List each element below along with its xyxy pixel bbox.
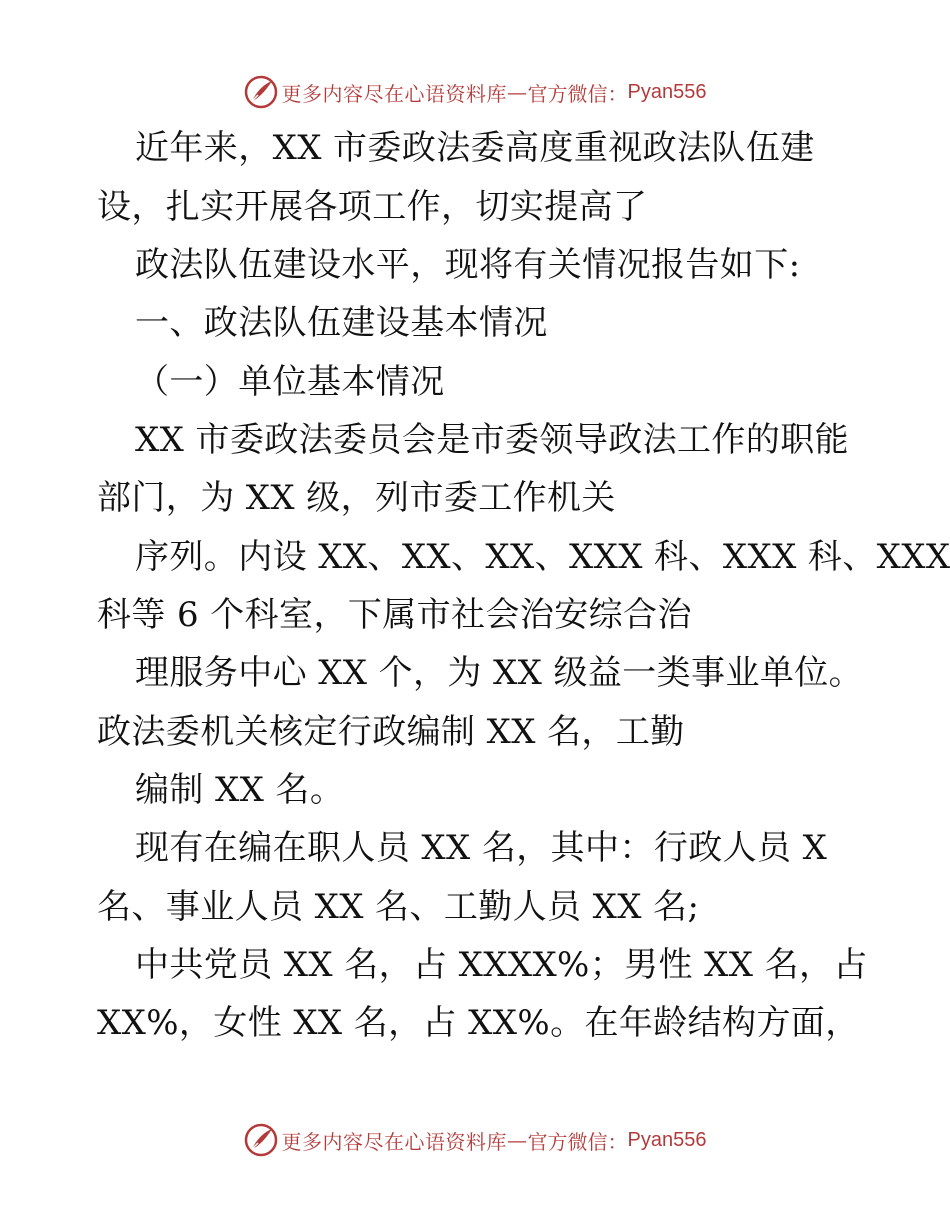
header-watermark	[0, 72, 950, 112]
paragraph-staffing-line: 编制 XX 名。	[135, 770, 345, 810]
footer-watermark	[0, 1120, 950, 1160]
paragraph-center-line-1: 理服务中心 XX 个，为 XX 级益一类事业单位。	[135, 653, 864, 693]
watermark-text: 更多内容尽在心语资料库	[281, 81, 508, 106]
paragraph-unit-line-2: 部门，为 XX 级，列市委工作机关	[97, 478, 616, 518]
watermark-wechat-id: Pyan556	[627, 80, 707, 103]
paragraph-sections-line-2: 科等 6 个科室，下属市社会治安综合治	[97, 595, 692, 635]
watermark-text: 更多内容尽在心语资料库	[281, 1129, 508, 1154]
paragraph-intro-line-3: 政法队伍建设水平，现将有关情况报告如下:	[135, 245, 801, 285]
paragraph-intro-line-2: 设，扎实开展各项工作，切实提高了	[97, 187, 648, 227]
subsection-heading: （一）单位基本情况	[135, 362, 445, 402]
paragraph-center-line-2: 政法委机关核定行政编制 XX 名，工勤	[97, 712, 685, 752]
paragraph-personnel-line-1: 现有在编在职人员 XX 名，其中：行政人员 X	[135, 828, 828, 868]
watermark-wechat-label: 官方微信：	[527, 81, 628, 106]
watermark-wechat-label: 官方微信：	[527, 1129, 628, 1154]
section-heading: 一、政法队伍建设基本情况	[135, 303, 548, 343]
paragraph-composition-line-2: XX%，女性 XX 名，占 XX%。在年龄结构方面，	[97, 1003, 860, 1043]
quill-logo-icon	[244, 75, 278, 109]
watermark-separator: —	[507, 1128, 528, 1152]
paragraph-unit-line-1: XX 市委政法委员会是市委领导政法工作的职能	[135, 420, 850, 460]
watermark-separator: —	[507, 80, 528, 104]
paragraph-intro-line-1: 近年来，XX 市委政法委高度重视政法队伍建	[135, 128, 815, 168]
quill-logo-icon	[244, 1123, 278, 1157]
paragraph-composition-line-1: 中共党员 XX 名，占 XXXX%；男性 XX 名，占	[135, 945, 868, 985]
paragraph-sections-line-1: 序列。内设 XX、XX、XX、XXX 科、XXX 科、XXX	[135, 537, 950, 577]
paragraph-personnel-line-2: 名、事业人员 XX 名、工勤人员 XX 名;	[97, 887, 700, 927]
watermark-wechat-id: Pyan556	[627, 1128, 707, 1151]
